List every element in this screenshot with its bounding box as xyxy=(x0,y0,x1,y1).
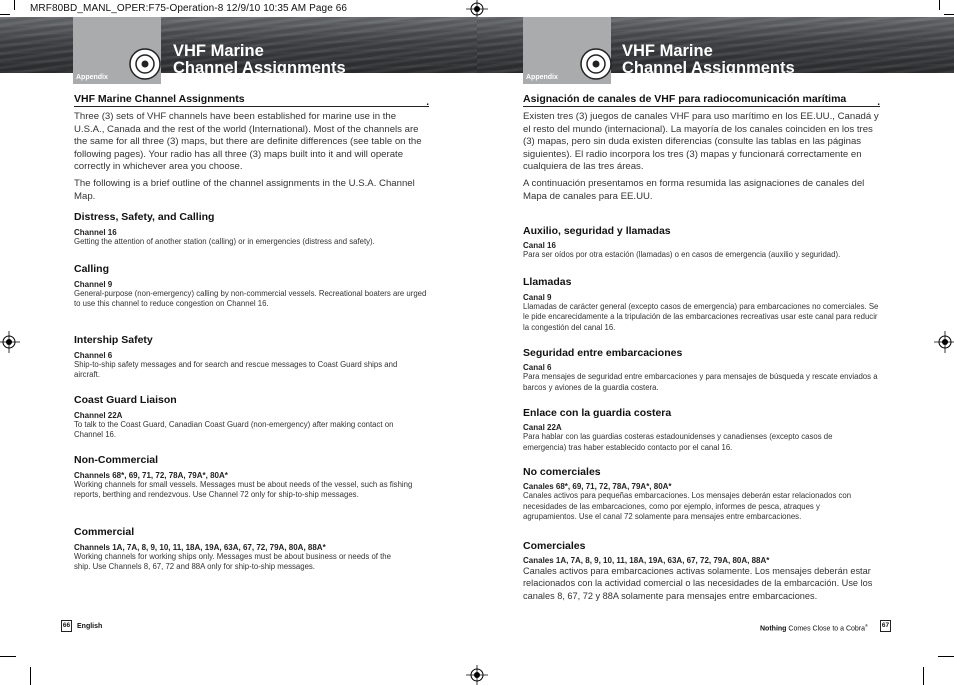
crop-mark xyxy=(30,667,31,685)
heading-end-mark: . xyxy=(426,97,429,108)
crop-mark xyxy=(939,0,940,10)
header-title xyxy=(173,43,346,77)
disc-icon xyxy=(579,47,613,81)
crop-mark xyxy=(14,0,15,10)
entry-title: Intership Safety xyxy=(74,333,153,346)
channel-entry xyxy=(523,540,880,603)
entry-description: Working channels for small vessels. Messages must be about needs of the vessel, such as fishing reports, berthing and rendezvous. Use Channel 72 only for ship-to-ship messages. xyxy=(74,479,413,500)
crop-mark xyxy=(938,656,954,657)
entry-channel: Canal 9 xyxy=(523,292,552,302)
entry-description: General-purpose (non-emergency) calling by non-commercial vessels. Recreational boaters are urged to use this channel to reduce congestion on Channel 16. xyxy=(74,288,427,309)
footer-tagline-bold: Nothing xyxy=(760,625,787,633)
disc-icon xyxy=(128,47,162,81)
footer-tagline xyxy=(760,623,868,632)
entry-description: Para hablar con las guardias costeras estadounidenses y canadienses (excepto casos de emergencia) tras haber establecido contacto por el canal 16. xyxy=(523,432,833,452)
entry-title: Auxilio, seguridad y llamadas xyxy=(523,225,671,238)
crop-mark xyxy=(944,14,954,15)
page-number-box: 67 xyxy=(880,620,891,632)
tab-label: Appendix xyxy=(526,74,558,81)
channel-entry xyxy=(523,466,880,523)
section-heading xyxy=(74,93,429,107)
intro-paragraph: Existen tres (3) juegos de canales VHF para uso marítimo en los EE.UU., Canadá y el resto del mundo (internacional). La mayoría de los canales coinciden en los tres (3) mapas, pero sin duda existen diferencias (consulte las tablas en las páginas siguientes). El radio incorpora los tres (3) mapas y funcionará correctamente en cualquiera de las tres áreas. xyxy=(523,111,879,173)
entry-channel: Channel 16 xyxy=(74,228,117,238)
section-heading xyxy=(523,93,880,107)
channel-entry xyxy=(523,347,880,393)
footer-language: English xyxy=(77,623,103,630)
entry-channel: Canales 68*, 69, 71, 72, 78A, 79A*, 80A* xyxy=(523,482,672,492)
entry-channel: Canal 22A xyxy=(523,423,562,433)
left-page xyxy=(74,93,429,573)
entry-channel: Canales 1A, 7A, 8, 9, 10, 11, 18A, 19A, 63A, 67, 72, 79A, 80A, 88A* xyxy=(523,555,770,565)
entry-title: Comerciales xyxy=(523,539,586,552)
registration-mark-icon xyxy=(466,665,488,685)
entry-title: Non-Commercial xyxy=(74,453,159,466)
section-heading-text: Asignación de canales de VHF para radiocomunicación marítima xyxy=(523,93,847,105)
print-slug: MRF80BD_MANL_OPER:F75-Operation-8 12/9/10 10:35 AM Page 66 xyxy=(30,3,348,14)
entry-title: Commercial xyxy=(74,525,135,538)
entry-channel: Channel 9 xyxy=(74,279,113,289)
entry-title: No comerciales xyxy=(523,466,601,479)
channel-entry xyxy=(74,526,429,573)
entry-channel: Channel 6 xyxy=(74,350,113,360)
channel-entry xyxy=(523,225,880,261)
channel-entry xyxy=(74,334,429,381)
entry-title: Enlace con la guardia costera xyxy=(523,407,672,420)
header-title-line1: VHF Marine xyxy=(173,42,264,60)
crop-mark xyxy=(923,667,924,685)
intro-paragraph: The following is a brief outline of the channel assignments in the U.S.A. Channel Map. xyxy=(74,177,415,202)
channel-entry xyxy=(74,454,429,501)
registration-mark-icon xyxy=(934,331,954,353)
entry-title: Seguridad entre embarcaciones xyxy=(523,347,683,360)
entry-description: Llamadas de carácter general (excepto casos de emergencia) para embarcaciones no comerciales. Se le pide encarecidamente a la tripulación de las embarcaciones recreativas usar este canal para reducir la congestión del canal 16. xyxy=(523,301,879,332)
entry-description: Canales activos para embarcaciones activas solamente. Los mensajes deberán estar relacionados con la actividad comercial o las necesidades de la embarcación. Use los canales 8, 67, 72 y 88A solamente para mensajes entre embarcaciones. xyxy=(523,565,873,601)
heading-end-mark: . xyxy=(877,97,880,108)
header-title-line2: Channel Assignments xyxy=(622,59,795,77)
footer-tagline-rest: Comes Close to a Cobra xyxy=(788,625,866,633)
channel-entry xyxy=(523,407,880,453)
entry-description: Working channels for working ships only. Messages must be about business or needs of the ship. Use Channels 8, 67, 72 and 88A only for ship-to-ship messages. xyxy=(74,551,391,572)
header-title-line2: Channel Assignments xyxy=(173,59,346,77)
entry-title: Distress, Safety, and Calling xyxy=(74,211,215,224)
entry-description: Canales activos para pequeñas embarcaciones. Los mensajes deberán estar relacionados con necesidades de las embarcaciones, como por ejemplo, informes de pesca, atraques y agrupamientos. Use el canal 72 solamente para mensajes entre embarcaciones. xyxy=(523,491,852,522)
entry-title: Calling xyxy=(74,262,110,275)
header-title-line1: VHF Marine xyxy=(622,42,713,60)
right-header-banner xyxy=(477,17,954,81)
entry-description: Para mensajes de seguridad entre embarcaciones y para mensajes de búsqueda y rescate enviados a barcos y aviones de la guardia costera. xyxy=(523,372,878,392)
tab-label: Appendix xyxy=(76,74,108,81)
registration-mark-icon xyxy=(466,0,488,18)
entry-description: To talk to the Coast Guard, Canadian Coast Guard (non-emergency) after making contact on Channel 16. xyxy=(74,419,394,440)
entry-title: Llamadas xyxy=(523,275,572,288)
crop-mark xyxy=(0,14,10,15)
section-heading-text: VHF Marine Channel Assignments xyxy=(74,93,245,105)
header-title xyxy=(622,43,795,77)
registered-mark: ® xyxy=(865,623,868,628)
channel-entry xyxy=(523,276,880,334)
page-number-box: 66 xyxy=(61,620,72,632)
intro-paragraph: Three (3) sets of VHF channels have been established for marine use in the U.S.A., Canada and the rest of the world (International). Most of the channels are the same for all three (3) maps, but there are definite differences (see table on the following pages). Your radio has all three (3) maps built into it and will operate correctly in whichever area you choose. xyxy=(74,111,422,173)
channel-entry xyxy=(74,263,429,310)
left-header-banner xyxy=(0,17,477,81)
entry-channel: Channel 22A xyxy=(74,410,123,420)
entry-description: Ship-to-ship safety messages and for search and rescue messages to Coast Guard ships and aircraft. xyxy=(74,359,398,380)
registration-mark-icon xyxy=(0,331,20,353)
intro-paragraph: A continuación presentamos en forma resumida las asignaciones de canales del Mapa de canales para EE.UU. xyxy=(523,177,865,202)
crop-mark xyxy=(0,656,16,657)
entry-title: Coast Guard Liaison xyxy=(74,393,177,406)
right-page xyxy=(523,93,880,602)
entry-description: Para ser oídos por otra estación (llamadas) o en casos de emergencia (auxilio y seguridad). xyxy=(523,250,841,260)
entry-description: Getting the attention of another station (calling) or in emergencies (distress and safety). xyxy=(74,237,375,247)
entry-channel: Channels 68*, 69, 71, 72, 78A, 79A*, 80A* xyxy=(74,470,228,480)
entry-channel: Channels 1A, 7A, 8, 9, 10, 11, 18A, 19A, 63A, 67, 72, 79A, 80A, 88A* xyxy=(74,542,326,552)
entry-channel: Canal 6 xyxy=(523,363,552,373)
entry-channel: Canal 16 xyxy=(523,241,556,251)
channel-entry xyxy=(74,394,429,441)
channel-entry xyxy=(74,211,429,248)
